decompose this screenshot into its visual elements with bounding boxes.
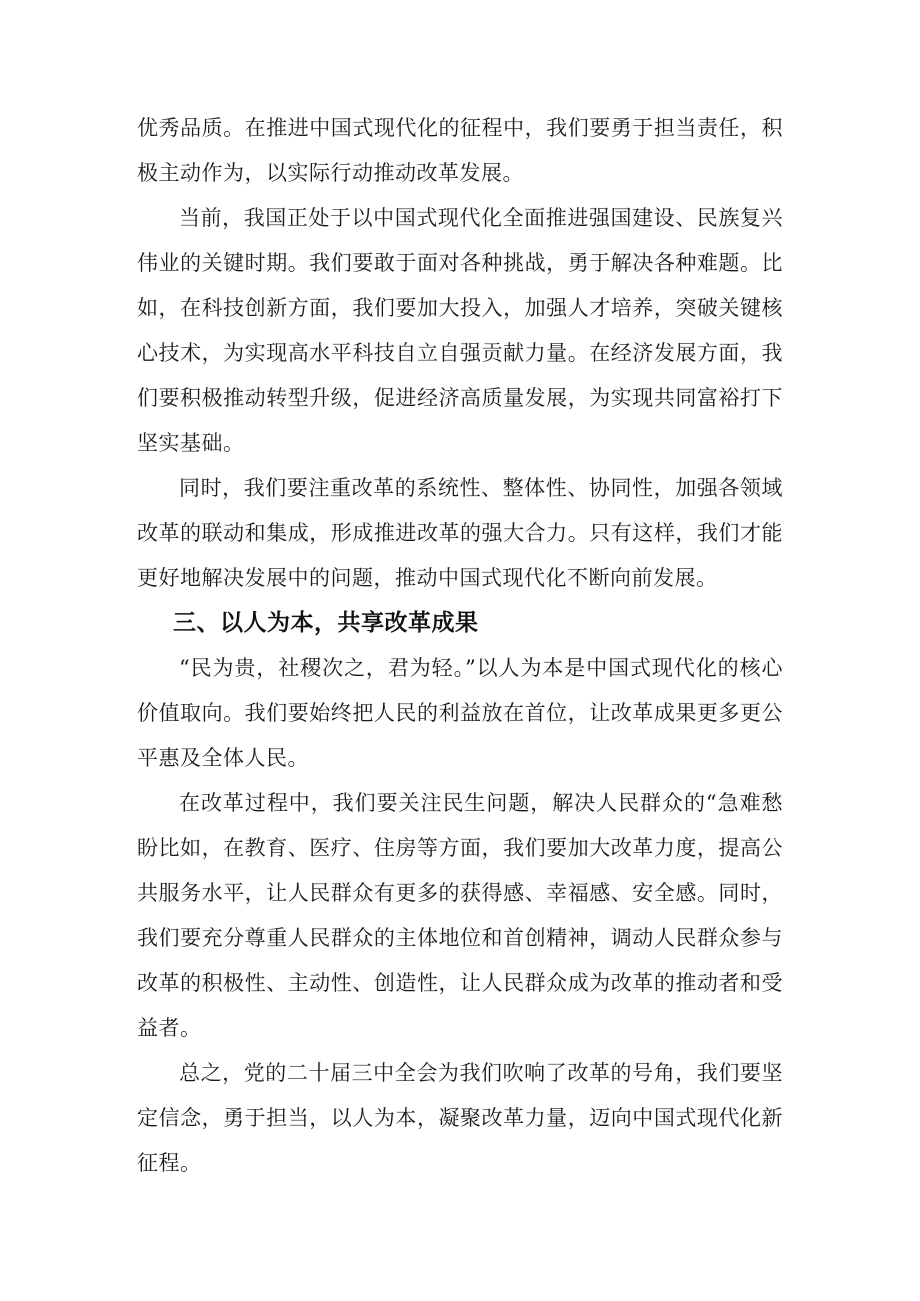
paragraph-people-first: “民为贵，社稷次之，君为轻。”以人为本是中国式现代化的核心价值取向。我们要始终把人民的利益放在首位，让改革成果更多更公平惠及全体人民。 — [137, 656, 783, 770]
paragraph-current-period: 当前，我国正处于以中国式现代化全面推进强国建设、民族复兴伟业的关键时期。我们要敢于面对各种挑战，勇于解决各种难题。比如，在科技创新方面，我们要加大投入，加强人才培养，突破关键核心技术，为实现高水平科技自立自强贡献力量。在经济发展方面，我们要积极推动转型升级，促进经济高质量发展，为实现共同富裕打下坚实基础。 — [137, 206, 783, 455]
paragraph-continued: 优秀品质。在推进中国式现代化的征程中，我们要勇于担当责任，积极主动作为，以实际行动推动改革发展。 — [137, 116, 783, 185]
section-heading: 三、以人为本，共享改革成果 — [173, 610, 479, 636]
document-page — [137, 106, 783, 1186]
paragraph-livelihood: 在改革过程中，我们要关注民生问题，解决人民群众的“急难愁盼比如，在教育、医疗、住房等方面，我们要加大改革力度，提高公共服务水平，让人民群众有更多的获得感、幸福感、安全感。同时，我们要充分尊重人民群众的主体地位和首创精神，调动人民群众参与改革的积极性、主动性、创造性，让人民群众成为改革的推动者和受益者。 — [137, 791, 783, 1040]
paragraph-conclusion: 总之，党的二十届三中全会为我们吹响了改革的号角，我们要坚定信念，勇于担当，以人为本，凝聚改革力量，迈向中国式现代化新征程。 — [137, 1061, 783, 1175]
paragraph-systematic-reform: 同时，我们要注重改革的系统性、整体性、协同性，加强各领域改革的联动和集成，形成推进改革的强大合力。只有这样，我们才能更好地解决发展中的问题，推动中国式现代化不断向前发展。 — [137, 476, 783, 590]
